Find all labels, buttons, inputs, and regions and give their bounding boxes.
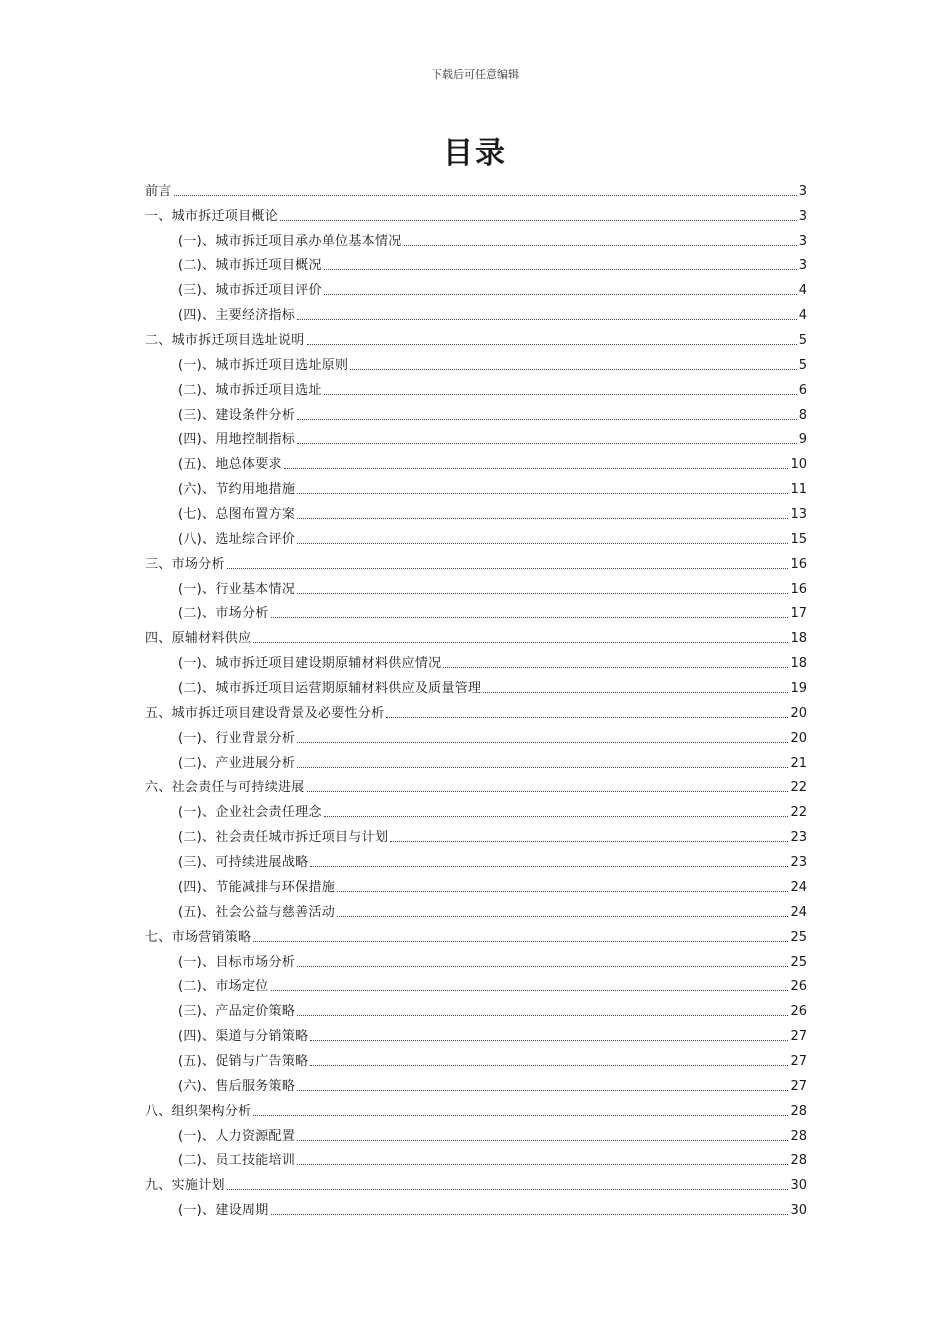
toc-entry-page-number: 10 — [790, 457, 807, 473]
toc-entry[interactable] — [145, 946, 807, 971]
toc-entry-label: 二、城市拆迁项目选址说明 — [145, 333, 305, 349]
header-note: 下载后可任意编辑 — [431, 68, 519, 81]
toc-entry-page-number: 17 — [790, 606, 807, 622]
toc-entry[interactable] — [145, 921, 807, 946]
toc-entry-page-number: 6 — [798, 382, 807, 398]
toc-entry[interactable] — [145, 250, 807, 275]
toc-entry-label: (五)、社会公益与慈善活动 — [178, 904, 336, 920]
toc-dot-leader — [324, 394, 797, 395]
toc-entry[interactable] — [145, 1095, 807, 1120]
toc-dot-leader — [297, 1015, 788, 1016]
toc-entry-label: (一)、城市拆迁项目选址原则 — [178, 357, 349, 373]
toc-entry-label: 七、市场营销策略 — [145, 929, 252, 945]
toc-entry-page-number: 27 — [790, 1078, 807, 1094]
toc-entry-label: (二)、产业进展分析 — [178, 755, 296, 771]
toc-entry-label: (一)、城市拆迁项目承办单位基本情况 — [178, 233, 402, 249]
toc-entry[interactable] — [145, 846, 807, 871]
toc-title: 目录 — [443, 136, 507, 171]
toc-dot-leader — [174, 195, 797, 196]
table-of-contents — [145, 175, 807, 1219]
toc-dot-leader — [337, 916, 788, 917]
toc-entry-page-number: 15 — [790, 531, 807, 547]
toc-entry[interactable] — [145, 622, 807, 647]
toc-entry-page-number: 3 — [798, 258, 807, 274]
toc-entry-page-number: 25 — [790, 954, 807, 970]
toc-dot-leader — [310, 1065, 788, 1066]
toc-entry-page-number: 30 — [790, 1203, 807, 1219]
toc-entry-page-number: 4 — [798, 283, 807, 299]
toc-entry-label: (四)、主要经济指标 — [178, 308, 296, 324]
toc-entry[interactable] — [145, 573, 807, 598]
toc-entry-page-number: 23 — [790, 830, 807, 846]
toc-entry[interactable] — [145, 697, 807, 722]
toc-entry-page-number: 27 — [790, 1053, 807, 1069]
toc-entry-page-number: 5 — [798, 333, 807, 349]
toc-dot-leader — [297, 1140, 788, 1141]
toc-entry[interactable] — [145, 672, 807, 697]
toc-entry-label: (四)、节能减排与环保措施 — [178, 879, 336, 895]
toc-entry-label: (二)、市场分析 — [178, 606, 269, 622]
toc-dot-leader — [404, 245, 797, 246]
toc-entry-label: (六)、节约用地措施 — [178, 482, 296, 498]
toc-entry-label: (五)、地总体要求 — [178, 457, 282, 473]
toc-entry[interactable] — [145, 523, 807, 548]
toc-entry-label: (一)、行业基本情况 — [178, 581, 296, 597]
toc-entry[interactable] — [145, 1145, 807, 1170]
toc-entry-label: 一、城市拆迁项目概论 — [145, 208, 279, 224]
toc-entry[interactable] — [145, 225, 807, 250]
toc-entry-label: (三)、城市拆迁项目评价 — [178, 283, 322, 299]
toc-entry[interactable] — [145, 473, 807, 498]
toc-entry-page-number: 8 — [798, 407, 807, 423]
toc-entry-label: (二)、社会责任城市拆迁项目与计划 — [178, 830, 389, 846]
toc-entry[interactable] — [145, 374, 807, 399]
toc-entry-label: (一)、人力资源配置 — [178, 1128, 296, 1144]
toc-entry[interactable] — [145, 747, 807, 772]
toc-entry[interactable] — [145, 324, 807, 349]
toc-entry[interactable] — [145, 722, 807, 747]
toc-entry[interactable] — [145, 498, 807, 523]
toc-entry-page-number: 26 — [790, 1004, 807, 1020]
toc-entry-page-number: 5 — [798, 357, 807, 373]
toc-entry-page-number: 13 — [790, 507, 807, 523]
toc-entry-page-number: 20 — [790, 730, 807, 746]
toc-entry[interactable] — [145, 1045, 807, 1070]
toc-dot-leader — [271, 617, 789, 618]
toc-entry[interactable] — [145, 821, 807, 846]
toc-entry-label: (二)、城市拆迁项目运营期原辅材料供应及质量管理 — [178, 681, 482, 697]
toc-dot-leader — [297, 443, 797, 444]
toc-dot-leader — [337, 891, 788, 892]
toc-dot-leader — [483, 692, 788, 693]
toc-entry-page-number: 16 — [790, 556, 807, 572]
toc-entry-label: (二)、城市拆迁项目选址 — [178, 382, 322, 398]
toc-entry-label: 八、组织架构分析 — [145, 1103, 252, 1119]
toc-entry-page-number: 30 — [790, 1178, 807, 1194]
toc-dot-leader — [443, 667, 788, 668]
toc-dot-leader — [324, 816, 789, 817]
toc-entry[interactable] — [145, 1020, 807, 1045]
toc-entry-page-number: 9 — [798, 432, 807, 448]
toc-dot-leader — [297, 319, 797, 320]
toc-dot-leader — [227, 568, 789, 569]
toc-entry[interactable] — [145, 274, 807, 299]
toc-entry-label: (一)、城市拆迁项目建设期原辅材料供应情况 — [178, 656, 442, 672]
toc-dot-leader — [253, 642, 788, 643]
toc-entry-page-number: 24 — [790, 879, 807, 895]
toc-entry[interactable] — [145, 548, 807, 573]
toc-entry[interactable] — [145, 1194, 807, 1219]
toc-entry-page-number: 22 — [790, 805, 807, 821]
toc-entry-page-number: 23 — [790, 855, 807, 871]
toc-dot-leader — [227, 1189, 789, 1190]
toc-entry-label: (二)、市场定位 — [178, 979, 269, 995]
toc-dot-leader — [390, 841, 788, 842]
toc-entry-label: (一)、行业背景分析 — [178, 730, 296, 746]
toc-entry-label: 前言 — [145, 183, 172, 199]
toc-entry-page-number: 18 — [790, 631, 807, 647]
toc-dot-leader — [324, 269, 797, 270]
toc-dot-leader — [307, 344, 797, 345]
toc-entry-page-number: 4 — [798, 308, 807, 324]
toc-entry-page-number: 3 — [798, 183, 807, 199]
toc-entry[interactable] — [145, 871, 807, 896]
toc-entry-page-number: 3 — [798, 233, 807, 249]
toc-entry[interactable] — [145, 448, 807, 473]
toc-dot-leader — [297, 593, 788, 594]
toc-entry-label: (六)、售后服务策略 — [178, 1078, 296, 1094]
toc-entry[interactable] — [145, 175, 807, 200]
toc-entry-label: (四)、用地控制指标 — [178, 432, 296, 448]
toc-entry-label: 五、城市拆迁项目建设背景及必要性分析 — [145, 705, 385, 721]
toc-entry-page-number: 19 — [790, 681, 807, 697]
toc-entry-label: (一)、建设周期 — [178, 1203, 269, 1219]
toc-dot-leader — [297, 966, 788, 967]
toc-entry-label: 六、社会责任与可持续进展 — [145, 780, 305, 796]
toc-entry-page-number: 21 — [790, 755, 807, 771]
toc-entry-page-number: 26 — [790, 979, 807, 995]
toc-entry[interactable] — [145, 424, 807, 449]
toc-entry-label: (三)、可持续进展战略 — [178, 855, 309, 871]
toc-entry-label: (一)、企业社会责任理念 — [178, 805, 322, 821]
toc-entry-label: 九、实施计划 — [145, 1178, 225, 1194]
toc-dot-leader — [310, 1040, 788, 1041]
toc-entry[interactable] — [145, 971, 807, 996]
toc-dot-leader — [297, 419, 797, 420]
toc-entry[interactable] — [145, 995, 807, 1020]
toc-dot-leader — [284, 468, 789, 469]
toc-entry[interactable] — [145, 1169, 807, 1194]
toc-dot-leader — [297, 518, 788, 519]
toc-entry[interactable] — [145, 200, 807, 225]
toc-entry-page-number: 25 — [790, 929, 807, 945]
toc-entry[interactable] — [145, 1070, 807, 1095]
toc-dot-leader — [310, 866, 788, 867]
toc-entry-page-number: 18 — [790, 656, 807, 672]
toc-entry-label: (八)、选址综合评价 — [178, 531, 296, 547]
toc-entry-label: (三)、建设条件分析 — [178, 407, 296, 423]
toc-dot-leader — [297, 543, 788, 544]
toc-entry-page-number: 27 — [790, 1029, 807, 1045]
toc-entry-label: (七)、总图布置方案 — [178, 507, 296, 523]
toc-entry-label: 三、市场分析 — [145, 556, 225, 572]
toc-dot-leader — [253, 1115, 788, 1116]
toc-entry-page-number: 28 — [790, 1128, 807, 1144]
toc-entry-label: 四、原辅材料供应 — [145, 631, 252, 647]
toc-entry-label: (二)、员工技能培训 — [178, 1153, 296, 1169]
toc-entry[interactable] — [145, 299, 807, 324]
toc-entry[interactable] — [145, 796, 807, 821]
toc-dot-leader — [324, 294, 797, 295]
toc-entry-page-number: 16 — [790, 581, 807, 597]
toc-dot-leader — [386, 717, 788, 718]
toc-dot-leader — [350, 369, 796, 370]
toc-dot-leader — [253, 941, 788, 942]
toc-entry[interactable] — [145, 647, 807, 672]
toc-entry-page-number: 20 — [790, 705, 807, 721]
toc-dot-leader — [280, 220, 797, 221]
toc-entry-page-number: 11 — [790, 482, 807, 498]
toc-entry-page-number: 22 — [790, 780, 807, 796]
toc-entry-page-number: 28 — [790, 1153, 807, 1169]
toc-dot-leader — [297, 742, 788, 743]
toc-entry[interactable] — [145, 772, 807, 797]
toc-entry[interactable] — [145, 349, 807, 374]
toc-dot-leader — [297, 1164, 788, 1165]
toc-entry-page-number: 3 — [798, 208, 807, 224]
toc-dot-leader — [271, 1214, 789, 1215]
toc-dot-leader — [297, 1090, 788, 1091]
toc-entry[interactable] — [145, 896, 807, 921]
toc-dot-leader — [271, 990, 789, 991]
toc-entry[interactable] — [145, 598, 807, 623]
toc-entry-label: (五)、促销与广告策略 — [178, 1053, 309, 1069]
toc-dot-leader — [297, 493, 788, 494]
toc-dot-leader — [297, 767, 788, 768]
toc-entry[interactable] — [145, 1120, 807, 1145]
toc-entry[interactable] — [145, 399, 807, 424]
toc-entry-label: (四)、渠道与分销策略 — [178, 1029, 309, 1045]
toc-entry-page-number: 24 — [790, 904, 807, 920]
toc-entry-page-number: 28 — [790, 1103, 807, 1119]
toc-entry-label: (一)、目标市场分析 — [178, 954, 296, 970]
toc-entry-label: (二)、城市拆迁项目概况 — [178, 258, 322, 274]
toc-entry-label: (三)、产品定价策略 — [178, 1004, 296, 1020]
toc-dot-leader — [307, 791, 789, 792]
